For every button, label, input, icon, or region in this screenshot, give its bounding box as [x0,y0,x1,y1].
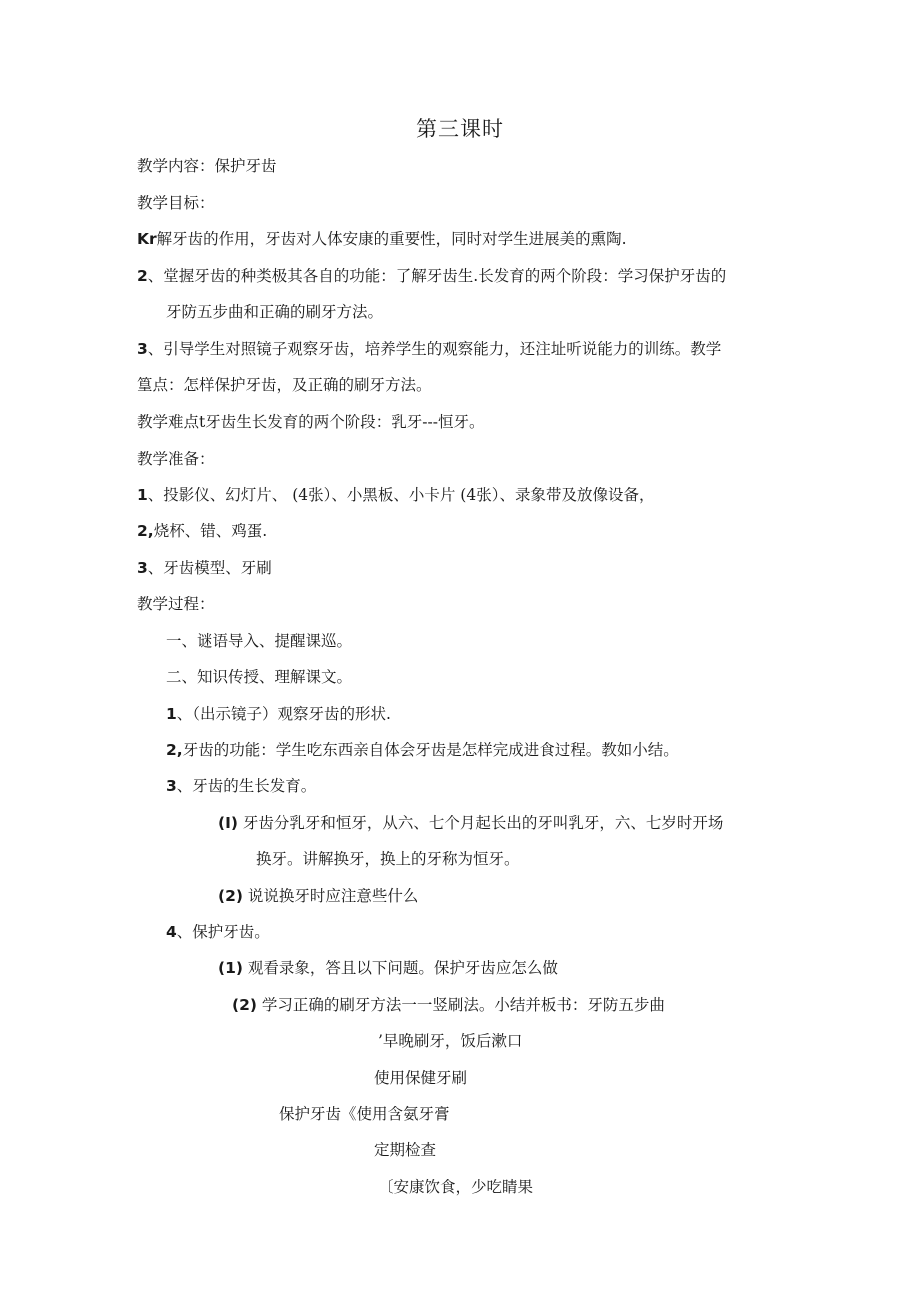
line-process [137,594,215,614]
line-text: 教学目标： [137,194,215,212]
line-text: 、引导学生对照镜子观察牙齿，培养学生的观察能力，还注址听说能力的训练。教学 [147,340,722,358]
line-text: 牙防五步曲和正确的刷牙方法。 [166,303,384,321]
line-text: 牙齿分乳牙和恒牙，从六、七个月起长出的牙叫乳牙，六、七岁时开场 [237,814,724,832]
line-text: 教学准备： [137,450,215,468]
line-text: 、（出示镜子）观察牙齿的形状. [176,705,391,723]
line-text: 观看录象，答且以下问题。保护牙齿应怎么做 [242,959,558,977]
line-text: 说说换牙时应注意些什么 [242,887,419,905]
line-preparation [137,449,215,469]
line-prep-3 [137,558,272,578]
line-text: 一、谜语导入、提醒课巡。 [166,632,353,650]
line-substep-3 [166,776,316,796]
line-difficult-points [137,412,484,432]
line-number: (2) [232,996,257,1014]
line-text: 定期检查 [374,1141,437,1159]
line-detail-4 [232,995,665,1015]
line-text: 、堂握牙齿的种类极其各自的功能：了解牙齿生.长发育的两个阶段：学习保护牙齿的 [147,267,727,285]
line-number: 3 [137,340,148,358]
line-prep-1 [137,485,654,505]
line-number: 1 [137,486,148,504]
line-number: (I) [218,814,238,832]
line-board-2 [374,1068,467,1088]
line-text: 、牙齿模型、牙刷 [147,559,272,577]
line-text: 使用保健牙刷 [374,1069,468,1087]
line-text: 烧杯、错、鸡蛋. [153,522,268,540]
line-goal-3 [137,339,721,359]
line-step-2 [166,667,352,687]
line-text: ’早晚刷牙，饭后漱口 [378,1032,523,1050]
line-number: 3 [166,777,177,795]
line-board-4 [374,1140,436,1160]
line-text: 、牙齿的生长发育。 [176,777,317,795]
line-board-5 [378,1177,533,1197]
line-text: 牙齿的功能：学生吃东西亲自体会牙齿是怎样完成进食过程。教如小结。 [182,741,679,759]
line-number: 1 [166,705,177,723]
line-detail-2 [218,886,418,906]
line-prep-2 [137,521,267,541]
line-goal-2 [137,266,726,286]
line-text: 保护牙齿《使用含氨牙膏 [279,1105,450,1123]
line-number: 4 [166,923,177,941]
line-text: 教学内容：保护牙齿 [137,157,277,175]
line-teaching-content [137,156,277,176]
line-goal-1 [137,229,627,249]
line-number: Kr [137,230,157,248]
line-key-points [137,375,432,395]
line-text: 、投影仪、幻灯片、 (4张）、小黑板、小卡片 (4张）、录象带及放像设备， [147,486,655,504]
line-board-1 [378,1031,522,1051]
line-detail-3 [218,958,558,978]
lesson-title: 第三课时 [416,117,504,141]
line-number: 2, [166,741,183,759]
line-substep-1 [166,704,391,724]
line-substep-4 [166,922,270,942]
line-number: 2, [137,522,154,540]
line-text: 解牙齿的作用，牙齿对人体安康的重要性，同时对学生进展美的熏陶. [156,230,627,248]
line-text: 二、知识传授、理解课文。 [166,668,353,686]
line-board-3 [279,1104,450,1124]
line-substep-2 [166,740,679,760]
line-detail-1 [218,813,723,833]
line-text: 篁点：怎样保护牙齿，及正确的刷牙方法。 [137,376,432,394]
line-teaching-goals [137,193,215,213]
line-detail-1-cont [256,849,520,869]
line-text: 教学难点t牙齿生长发育的两个阶段：乳牙---恒牙。 [137,413,485,431]
line-number: 3 [137,559,148,577]
line-text: 学习正确的刷牙方法一一竖刷法。小结并板书：牙防五步曲 [256,996,665,1014]
line-goal-2-cont [166,302,383,322]
line-text: 换牙。讲解换牙，换上的牙称为恒牙。 [256,850,520,868]
line-text: 〔安康饮食，少吃睛果 [378,1178,534,1196]
line-number: 2 [137,267,148,285]
line-text: 教学过程： [137,595,215,613]
line-number: (1) [218,959,243,977]
line-text: 、保护牙齿。 [176,923,270,941]
line-step-1 [166,631,352,651]
line-number: (2) [218,887,243,905]
